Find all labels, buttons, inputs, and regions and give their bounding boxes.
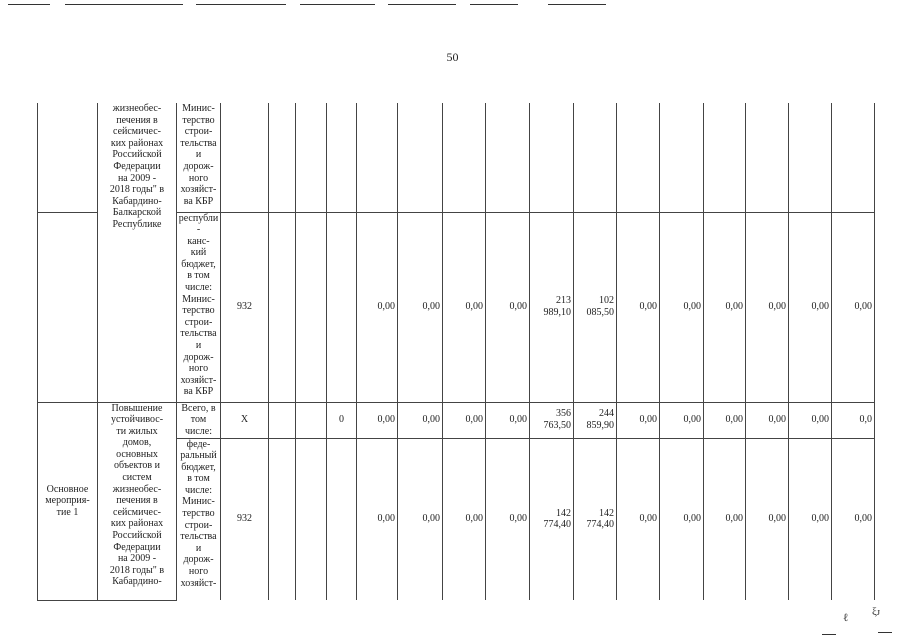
value-cell: 0,00 [704,212,746,402]
grbs-code-cell: 932 [221,212,269,402]
page-number: 50 [446,50,459,64]
value-cell: 0,00 [443,212,486,402]
value-cell: 0,00 [486,212,530,402]
scan-mark: ξᴊ [872,606,881,618]
scan-top-line [548,4,606,5]
value-cell: 0,00 [660,438,704,600]
scan-bottom-line [878,632,892,633]
value-cell: 0,00 [789,438,832,600]
value-cell: 0,00 [486,402,530,438]
value-cell: 0,00 [704,402,746,438]
funding-source-cell: республи- канс- кий бюджет, в том числе: Минис- терство строи- тельства и дорож- ного хозяйст- ва КБР [177,212,221,402]
value-cell: 0,00 [617,438,660,600]
funding-source-cell: Всего, в том числе: [177,402,221,438]
value-cell: 244 859,90 [574,402,617,438]
value-cell: 0,00 [617,212,660,402]
program-name-cell: жизнеобес- печения в сейсмичес- ких районах Российской Федерации на 2009 - 2018 годы" в Кабардино- Балкарской Республике [98,103,177,402]
scan-mark: ℓ [843,612,849,624]
value-cell: 0,00 [789,212,832,402]
value-cell: 0,00 [357,212,398,402]
value-cell: 0,00 [746,438,789,600]
scan-top-line [8,4,50,5]
value-cell: 142 774,40 [574,438,617,600]
grbs-code-cell: Х [221,402,269,438]
value-cell: 0,00 [398,212,443,402]
executor-cell: Минис- терство строи- тельства и дорож- ного хозяйст- ва КБР [177,103,221,212]
program-name-cell: Повышение устойчивос- ти жилых домов, основных объектов и систем жизнеобес- печения в сейсмичес- ких районах Российской Федерации на 2009 - 2018 годы" в Кабардино- [98,402,177,600]
value-cell: 0,00 [832,438,875,600]
value-cell: 0,00 [443,438,486,600]
value-cell: 0,00 [704,438,746,600]
scan-bottom-line [822,634,836,635]
value-cell: 356 763,50 [530,402,574,438]
value-cell: 0,00 [617,402,660,438]
measure-cell [38,103,98,212]
value-cell: 0,00 [357,438,398,600]
value-cell: 142 774,40 [530,438,574,600]
value-cell: 0,00 [746,402,789,438]
value-cell: 0,00 [486,438,530,600]
value-cell: 213 989,10 [530,212,574,402]
table-row [38,402,875,438]
scan-top-line [300,4,375,5]
measure-cell: Основное мероприя- тие 1 [38,402,98,600]
value-cell: 0,00 [746,212,789,402]
value-cell: 0,00 [443,402,486,438]
value-cell: 0,00 [660,212,704,402]
measure-cell [38,212,98,402]
value-cell: 0,00 [660,402,704,438]
value-cell: 0,00 [789,402,832,438]
budget-table [37,103,875,601]
scan-top-line [65,4,183,5]
value-cell: 0,0 [832,402,875,438]
scan-top-line [388,4,456,5]
value-cell: 0,00 [357,402,398,438]
value-cell: 0 [327,402,357,438]
grbs-code-cell: 932 [221,438,269,600]
value-cell: 0,00 [398,402,443,438]
value-cell: 0,00 [398,438,443,600]
value-cell: 0,00 [832,212,875,402]
value-cell: 102 085,50 [574,212,617,402]
scan-top-line [196,4,286,5]
table-row [38,103,875,212]
scan-top-line [470,4,518,5]
funding-source-cell: феде- ральный бюджет, в том числе: Минис- терство строи- тельства и дорож- ного хозяйст- [177,438,221,600]
